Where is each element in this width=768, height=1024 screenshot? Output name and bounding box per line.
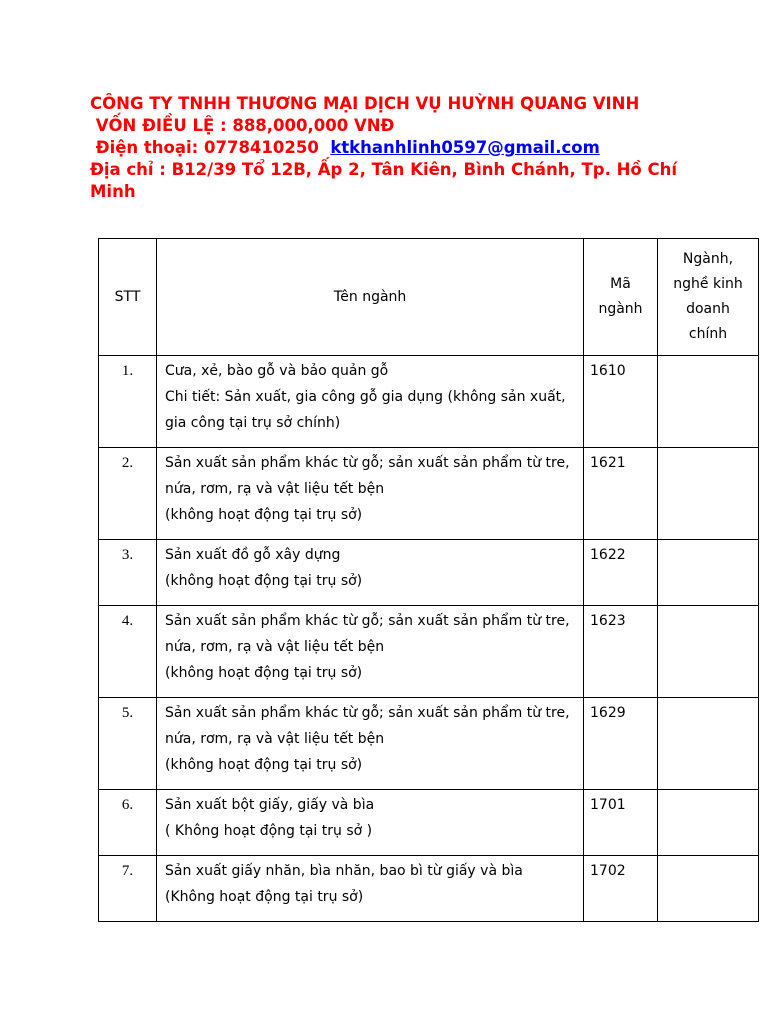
table-row: [99, 606, 759, 698]
table-row: [99, 698, 759, 790]
row-main: [658, 356, 759, 448]
row-name-line: Sản xuất đồ gỗ xây dựng: [165, 547, 341, 563]
row-name: [157, 356, 584, 448]
row-code: 1623: [584, 606, 658, 698]
row-name-line: (không hoạt động tại trụ sở): [165, 573, 363, 589]
table-header-row: [99, 239, 759, 356]
row-main: [658, 606, 759, 698]
row-name-line: Sản xuất sản phẩm khác từ gỗ; sản xuất sản phẩm từ tre, nứa, rơm, rạ và vật liệu tết bện: [165, 455, 570, 497]
row-name-line: ( Không hoạt động tại trụ sở ): [165, 823, 373, 839]
row-main: [658, 698, 759, 790]
header-code-text: Mã ngành: [598, 276, 643, 317]
row-stt: 3.: [99, 540, 157, 606]
header-stt: STT: [99, 239, 157, 356]
row-code: 1622: [584, 540, 658, 606]
address: Địa chỉ : B12/39 Tổ 12B, Ấp 2, Tân Kiên, Bình Chánh, Tp. Hồ Chí Minh: [90, 160, 677, 201]
row-name-line: (không hoạt động tại trụ sở): [165, 665, 363, 681]
row-main: [658, 856, 759, 922]
row-name-line: Sản xuất sản phẩm khác từ gỗ; sản xuất sản phẩm từ tre, nứa, rơm, rạ và vật liệu tết bện: [165, 613, 570, 655]
row-code: 1702: [584, 856, 658, 922]
row-name-line: Cưa, xẻ, bào gỗ và bảo quản gỗ: [165, 363, 389, 379]
row-name-line: (không hoạt động tại trụ sở): [165, 757, 363, 773]
row-name: [157, 540, 584, 606]
header-name: Tên ngành: [157, 239, 584, 356]
table-row: [99, 540, 759, 606]
row-stt: 1.: [99, 356, 157, 448]
table-row: [99, 790, 759, 856]
row-stt: 7.: [99, 856, 157, 922]
row-main: [658, 790, 759, 856]
row-name: [157, 856, 584, 922]
row-name-line: (Không hoạt động tại trụ sở): [165, 889, 364, 905]
row-stt: 5.: [99, 698, 157, 790]
header-main: [658, 239, 759, 356]
row-name-line: Sản xuất bột giấy, giấy và bìa: [165, 797, 375, 813]
row-name-line: Sản xuất sản phẩm khác từ gỗ; sản xuất sản phẩm từ tre, nứa, rơm, rạ và vật liệu tết bện: [165, 705, 570, 747]
row-name: [157, 606, 584, 698]
row-code: 1621: [584, 448, 658, 540]
charter-capital: VỐN ĐIỀU LỆ : 888,000,000 VNĐ: [90, 116, 395, 135]
row-code: 1610: [584, 356, 658, 448]
business-lines-table: [98, 238, 759, 922]
table-row: [99, 356, 759, 448]
table-row: [99, 448, 759, 540]
row-main: [658, 448, 759, 540]
row-code: 1701: [584, 790, 658, 856]
company-name: CÔNG TY TNHH THƯƠNG MẠI DỊCH VỤ HUỲNH QUANG VINH: [90, 94, 640, 113]
row-stt: 4.: [99, 606, 157, 698]
company-header: [90, 93, 690, 203]
row-name-line: (không hoạt động tại trụ sở): [165, 507, 363, 523]
row-stt: 2.: [99, 448, 157, 540]
row-main: [658, 540, 759, 606]
row-code: 1629: [584, 698, 658, 790]
header-main-text: Ngành, nghề kinh doanh chính: [673, 251, 743, 342]
row-name-line: Sản xuất giấy nhăn, bìa nhăn, bao bì từ giấy và bìa: [165, 863, 523, 879]
phone-text: Điện thoại: 0778410250: [90, 138, 331, 157]
row-name: [157, 448, 584, 540]
header-code: [584, 239, 658, 356]
email-link[interactable]: ktkhanhlinh0597@gmail.com: [330, 138, 600, 157]
contact-line: [90, 137, 690, 159]
table-row: [99, 856, 759, 922]
row-name-line: Chi tiết: Sản xuất, gia công gỗ gia dụng (không sản xuất, gia công tại trụ sở chính): [165, 389, 566, 431]
row-name: [157, 790, 584, 856]
row-stt: 6.: [99, 790, 157, 856]
row-name: [157, 698, 584, 790]
